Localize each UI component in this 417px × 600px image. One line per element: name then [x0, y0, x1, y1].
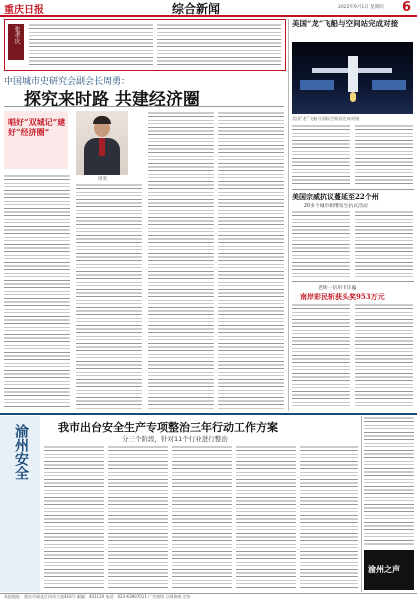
rocket-caption: 美国“龙”飞船与国际空间站完成对接	[292, 116, 360, 121]
rocket-photo	[292, 42, 413, 114]
bottom-col-3	[172, 445, 232, 590]
bottom-headline: 我市出台安全生产专项整治三年行动工作方案	[58, 421, 278, 434]
pullquote: 唱好“双城记”建好“经济圈”	[8, 117, 66, 137]
column-text	[29, 23, 153, 67]
page-number: 6	[402, 0, 412, 15]
bottom-side-panel	[0, 416, 40, 592]
bottom-right-rule	[361, 416, 362, 592]
right-mid-headline: 美国宗威抗议蔓延至22个州	[292, 192, 379, 201]
bottom-col-5	[300, 445, 358, 590]
right-mid-col-2	[355, 210, 413, 278]
bottom-logo: 渝州之声	[368, 565, 400, 574]
rocket-col-2	[355, 124, 413, 186]
right-low-col-2	[355, 303, 413, 409]
right-low-headline: 南岸彩民斩获头奖953万元	[300, 292, 385, 301]
footer-text: 本报地址：重庆市渝北区同茂大道416号 邮编：401120 电话：023-63907011 广告热线 订阅热线 定价	[4, 594, 191, 599]
article-kicker: 中国城市史研究会副会长周勇：	[4, 77, 131, 87]
rocket-headline: 美国“龙”飞船与空间站完成对接	[292, 19, 399, 28]
column-label: 张孝庆	[13, 26, 20, 44]
headline-rule	[4, 106, 284, 107]
portrait-photo	[76, 111, 128, 175]
article-col-1	[4, 174, 70, 409]
section-title: 综合新闻	[172, 2, 221, 16]
bottom-side-col	[364, 416, 414, 546]
right-mid-col-1	[292, 210, 350, 278]
column-rule	[288, 19, 289, 411]
column-box	[4, 19, 286, 71]
column-text-2	[157, 23, 281, 67]
rocket-col-1	[292, 124, 350, 186]
pullquote-block	[4, 111, 68, 169]
page-date: 2022年9月1日 星期四	[338, 5, 384, 10]
masthead-logo: 重庆日报	[4, 5, 44, 16]
bottom-subhead: 分三个阶段，针对11个行业进行整治	[122, 435, 228, 443]
right-low-kicker: 老街一信用卡诈骗	[318, 286, 357, 291]
bottom-logo-box	[364, 550, 414, 590]
bottom-col-1	[44, 445, 104, 590]
article-headline: 探究来时路 共建经济圈	[24, 90, 200, 110]
right-mid-subhead: 20多个城市相继发生抗议活动	[304, 204, 368, 209]
rocket-rule	[292, 189, 414, 190]
bottom-col-2	[108, 445, 168, 590]
bottom-col-4	[236, 445, 296, 590]
photo-caption: 周勇	[98, 177, 107, 182]
bottom-top-rule	[0, 413, 417, 415]
right-mid-rule	[292, 281, 414, 282]
bottom-side-title: 渝州安全	[13, 424, 29, 480]
article-col-4	[218, 111, 284, 409]
article-col-2	[76, 183, 142, 409]
right-low-col-1	[292, 303, 350, 409]
article-col-3	[148, 111, 214, 409]
column-label-box	[8, 24, 24, 60]
masthead-bar	[0, 0, 417, 17]
